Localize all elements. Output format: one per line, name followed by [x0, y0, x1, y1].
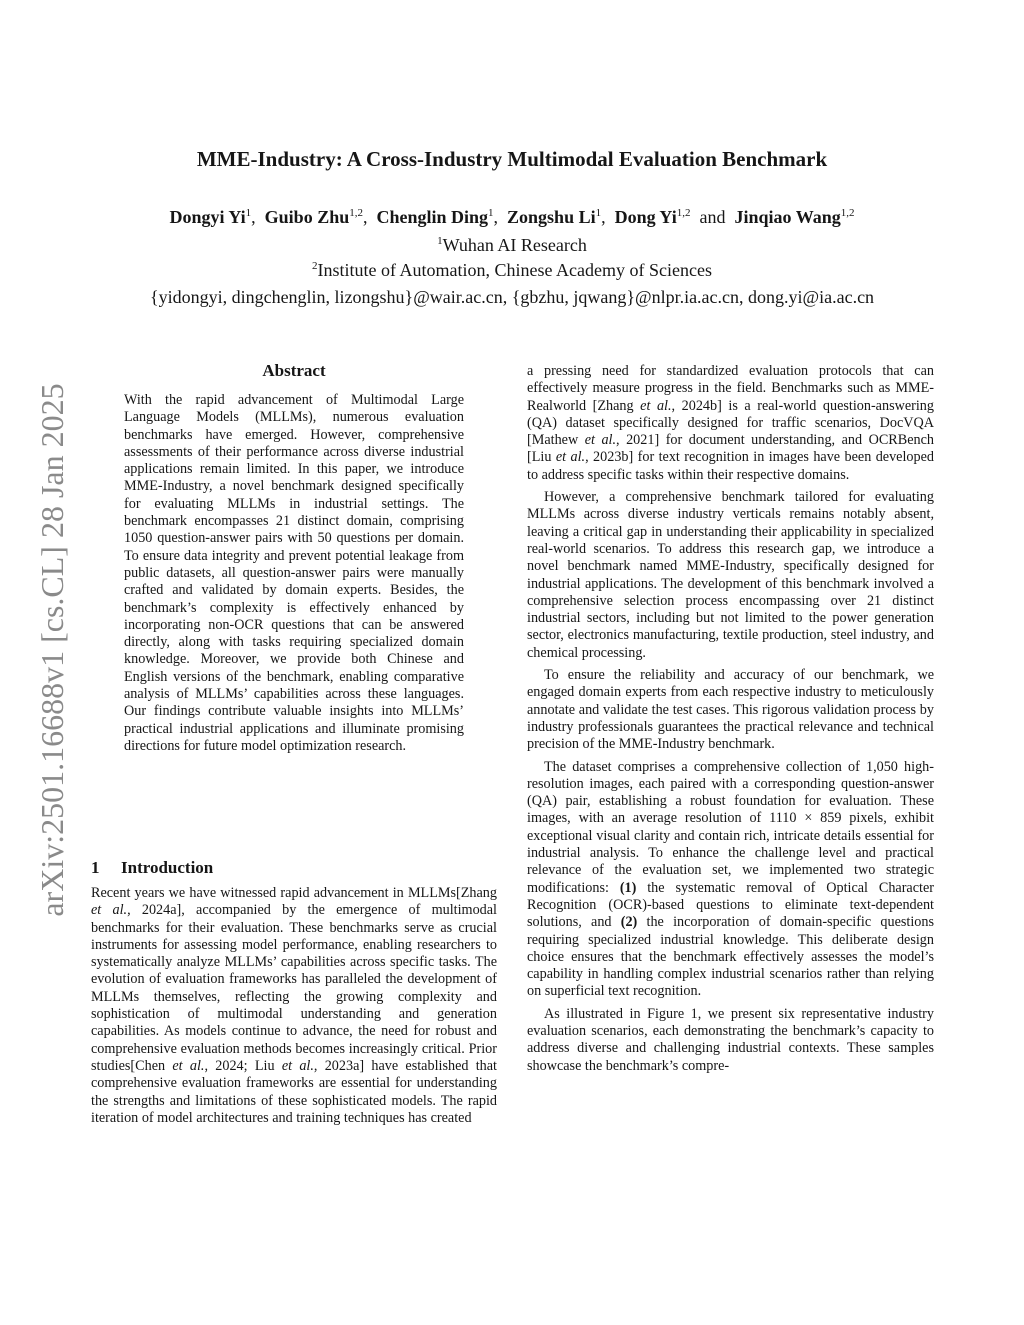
introduction-paragraph-1: [91, 885, 497, 1127]
citation-etal: et al.: [172, 1057, 205, 1074]
paragraph: However, a comprehensive benchmark tailored for evaluating MLLMs across diverse industry verticals remains notably absent, leaving a critical gap in understanding their applicability in specialized real-world scenarios. To address this research gap, we introduce a novel benchmark named MME-Industry, specifically designed for industrial applications. The development of this benchmark involved a comprehensive selection process encompassing over 21 distinct industrial sectors, including but not limited to the power generation sector, electronics manufacturing, textile production, steel industry, and chemical processing.: [527, 489, 934, 661]
text-run: , 2021] for document understanding, and OCRBench [Liu: [527, 432, 934, 466]
section-number: 1: [91, 858, 100, 877]
author-affiliation-mark: 1,2: [676, 207, 691, 219]
right-column: [527, 363, 934, 1075]
author-affiliation-mark: 1: [595, 207, 602, 219]
affiliation-1: [0, 233, 1024, 257]
section-heading-introduction: [91, 857, 213, 879]
text-run: , 2024; Liu: [204, 1057, 282, 1074]
author-affiliation-mark: 1: [488, 207, 494, 219]
author-affiliation-mark: 1,2: [349, 207, 363, 219]
abstract-text: With the rapid advancement of Multimodal Large Language Models (MLLMs), numerous evaluation benchmarks have emerged. However, comprehensive assessments of their performance across diverse industrial applications remain limited. In this paper, we introduce MME-Industry, a novel benchmark designed specifically for evaluating MLLMs in industrial settings. The benchmark encompasses 21 distinct domain, comprising 1050 question-answer pairs with 50 questions per domain. To ensure data integrity and prevent potential leakage from public datasets, all question-answer pairs were manually crafted and validated by domain experts. Besides, the benchmark’s complexity is effectively enhanced by incorporating non-OCR questions that can be answered directly, along with tasks requiring specialized domain knowledge. Moreover, we provide both Chinese and English versions of the benchmark, enabling comparative analysis of MLLMs’ capabilities across these languages. Our findings contribute valuable insights into MLLMs’ practical industrial applications and illuminate promising directions for future model optimization research.: [124, 392, 464, 754]
citation-etal: et al.: [640, 397, 672, 414]
author-name: Guibo Zhu: [264, 207, 350, 227]
affiliation-2: [0, 258, 1024, 282]
list-marker: (1): [619, 879, 637, 896]
citation-etal: et al.: [281, 1057, 314, 1074]
affiliation-mark: 1: [437, 235, 443, 247]
author-name: Chenglin Ding: [376, 207, 489, 227]
authors-conjunction: and: [699, 207, 726, 227]
author-name: Jinqiao Wang: [734, 207, 841, 227]
citation-etal: et al.: [555, 449, 586, 466]
author-emails: {yidongyi, dingchenglin, lizongshu}@wair.ac.cn, {gbzhu, jqwang}@nlpr.ia.ac.cn, dong.yi@ia.ac.cn: [149, 287, 875, 307]
citation-etal: et al.: [91, 902, 128, 919]
author-name: Zongshu Li: [507, 207, 596, 227]
paper-title: MME-Industry: A Cross-Industry Multimodal Evaluation Benchmark: [196, 147, 828, 171]
paragraph: As illustrated in Figure 1, we present six representative industry evaluation scenarios, each demonstrating the benchmark’s capacity to address diverse and challenging industrial contexts. These samples showcase the benchmark’s compre-: [527, 1005, 934, 1074]
section-title: Introduction: [121, 858, 214, 877]
abstract-body: [124, 392, 464, 755]
affiliation-text: Institute of Automation, Chinese Academy of Sciences: [317, 260, 712, 280]
author-name: Dong Yi: [614, 207, 677, 227]
paragraph: [527, 759, 934, 1001]
text-run: Recent years we have witnessed rapid advancement in MLLMs[Zhang: [91, 885, 497, 901]
text-run: , 2023a] have established that comprehensive evaluation frameworks are essential for understanding the strengths and limitations of these sophisticated models. The rapid iteration of model architectures and training techniques has created: [91, 1057, 497, 1126]
author-affiliation-mark: 1: [245, 207, 252, 219]
author-affiliation-mark: 1,2: [840, 207, 855, 219]
author-list: Dongyi Yi$^1$, Guibo Zhu$^{1,2}$, Chenglin Ding$^1$, Zongshu Li$^1$, Dong Yi$^{1,2}$ and Jinqiao Wang$^{1,2}$: [169, 207, 855, 227]
text-run: the systematic removal of Optical Character Recognition (OCR)-based questions to eliminate text-dependent solutions, and: [527, 879, 934, 931]
abstract-heading: Abstract: [262, 361, 326, 380]
affiliation-mark: 2: [312, 260, 318, 272]
text-run: The dataset comprises a comprehensive collection of 1,050 high-resolution images, each paired with a corresponding question-answer (QA) pair, establishing a robust foundation for evaluation. These images, with an average resolution of 1110 × 859 pixels, exhibit exceptional visual clarity and contain rich, intricate details essential for industrial analysis. To enhance the challenge level and practical relevance of the evaluation set, we implemented two strategic modifications:: [527, 758, 934, 896]
affiliation-text: Wuhan AI Research: [442, 235, 587, 255]
author-name: Dongyi Yi: [169, 207, 246, 227]
text-run: a pressing need for standardized evaluation protocols that can effectively measure progress in the field. Benchmarks such as MME-Realworld [Zhang: [527, 363, 934, 414]
paragraph: To ensure the reliability and accuracy of our benchmark, we engaged domain experts from each respective industry to meticulously annotate and validate the test cases. This rigorous validation process by industry professionals guarantees the practical relevance and technical precision of the MME-Industry benchmark.: [527, 667, 934, 753]
text-run: , 2024b] is a real-world question-answering (QA) dataset specifically designed for traffic scenarios, DocVQA [Mathew: [527, 397, 934, 449]
text-run: , 2024a], accompanied by the emergence of multimodal benchmarks for their evaluation. These benchmarks serve as crucial instruments for assessing model performance, enabling researchers to systematically analyze MLLMs’ capabilities across specific tasks. The evolution of evaluation frameworks has paralleled the development of MLLMs themselves, reflecting the growing complexity and sophistication of multimodal understanding and generation capabilities. As models continue to advance, the need for robust and comprehensive evaluation methods becomes increasingly critical. Prior studies[Chen: [91, 902, 497, 1074]
text-run: the incorporation of domain-specific questions requiring specialized industrial knowledge. This deliberate design choice ensures that the benchmark effectively assesses the model’s capability in handling complex industrial scenarios rather than relying on superficial text recognition.: [527, 914, 934, 1000]
paragraph: [91, 885, 497, 1127]
text-run: , 2023b] for text recognition in images have been developed to address specific tasks within their respective domains.: [527, 449, 934, 483]
paragraph: [527, 363, 934, 484]
list-marker: (2): [620, 914, 638, 931]
arxiv-identifier: arXiv:2501.16688v1 [cs.CL] 28 Jan 2025: [34, 383, 70, 917]
citation-etal: et al.: [584, 432, 617, 449]
